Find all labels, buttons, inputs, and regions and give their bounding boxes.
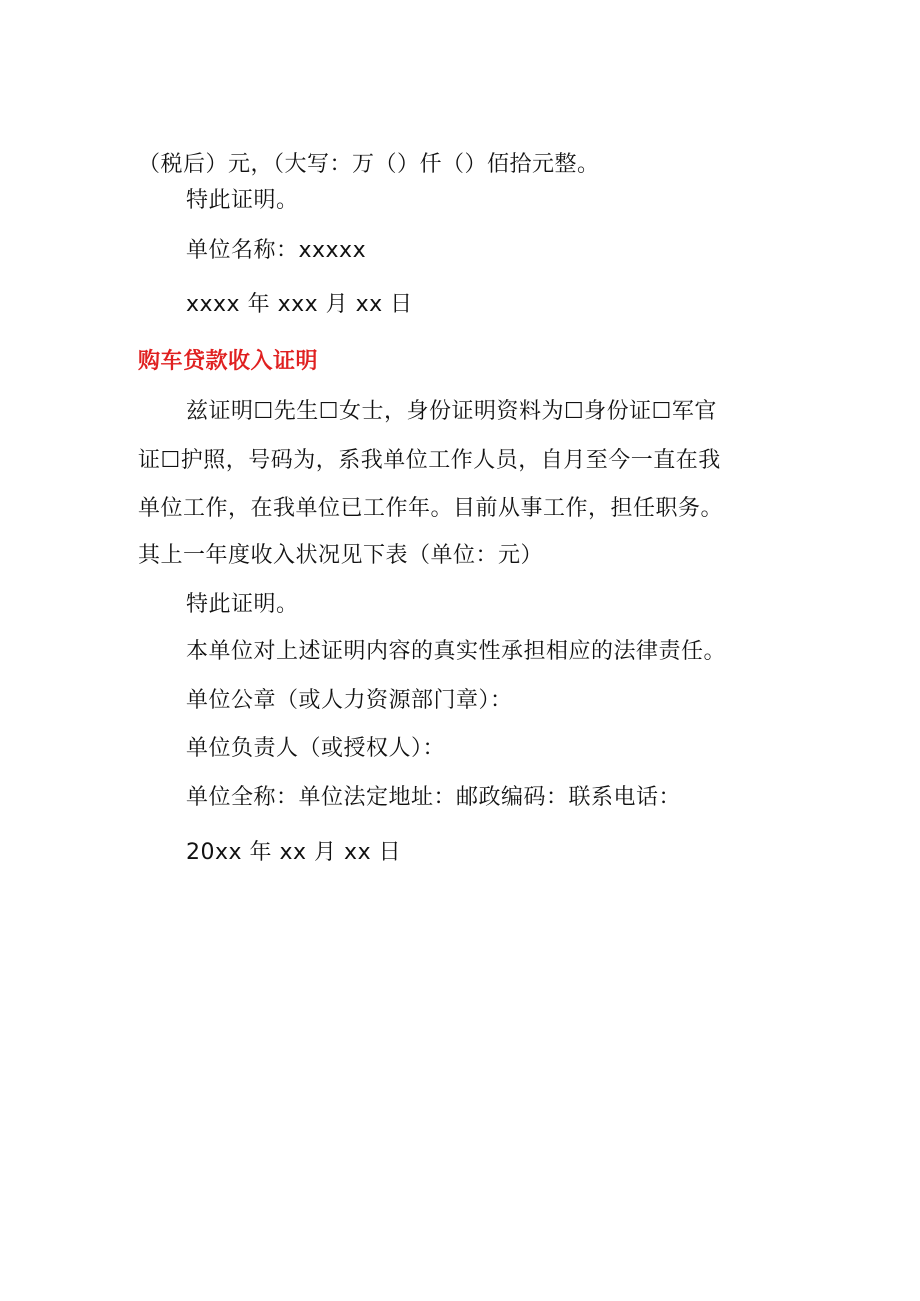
- section-closing: 特此证明。: [186, 592, 299, 617]
- person-in-charge-line: 单位负责人（或授权人）：: [186, 736, 446, 761]
- paragraph-line-2: 证☐护照，号码为，系我单位工作人员，自月至今一直在我: [138, 448, 721, 473]
- paragraph-line-1: 兹证明☐先生☐女士，身份证明资料为☐身份证☐军官: [186, 399, 717, 424]
- seal-line: 单位公章（或人力资源部门章）：: [186, 688, 513, 713]
- section-title: 购车贷款收入证明: [138, 349, 319, 374]
- prev-amount-line: （税后）元，（大写：万（）仟（）佰拾元整。: [138, 152, 600, 177]
- liability-statement: 本单位对上述证明内容的真实性承担相应的法律责任。: [186, 639, 727, 664]
- paragraph-line-3: 单位工作，在我单位已工作年。目前从事工作，担任职务。: [138, 496, 724, 521]
- prev-date: xxxx 年 xxx 月 xx 日: [186, 292, 413, 317]
- section-date: 20xx 年 xx 月 xx 日: [186, 840, 402, 865]
- paragraph-line-4: 其上一年度收入状况见下表（单位：元）: [138, 543, 544, 568]
- prev-unit-name: 单位名称：xxxxx: [186, 238, 367, 263]
- prev-closing: 特此证明。: [186, 188, 299, 213]
- unit-info-line: 单位全称：单位法定地址：邮政编码：联系电话：: [186, 785, 682, 810]
